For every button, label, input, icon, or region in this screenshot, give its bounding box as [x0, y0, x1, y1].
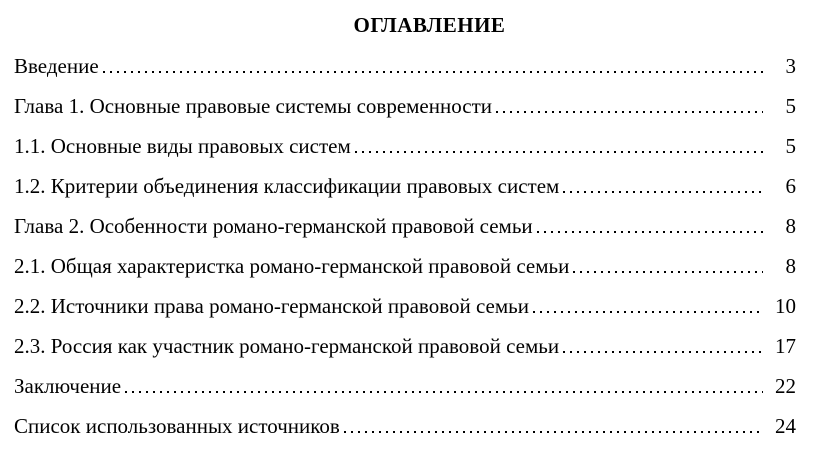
toc-entry[interactable]: [14, 286, 796, 326]
toc-entry-label: Глава 2. Особенности романо-германской правовой семьи: [14, 214, 533, 238]
toc-entry-page-number: 10: [775, 294, 796, 318]
toc-entry-page-number: 17: [775, 334, 796, 358]
toc-entry-page-number: 24: [775, 414, 796, 438]
toc-entry[interactable]: [14, 166, 796, 206]
toc-dot-leader: [537, 231, 763, 233]
toc-entry[interactable]: [14, 206, 796, 246]
toc-entry-label: Введение: [14, 54, 99, 78]
toc-entry[interactable]: [14, 86, 796, 126]
toc-entry[interactable]: [14, 126, 796, 166]
toc-dot-leader: [533, 311, 763, 313]
toc-list: [0, 46, 819, 446]
toc-entry-label: Глава 1. Основные правовые системы современности: [14, 94, 492, 118]
toc-entry-label: Заключение: [14, 374, 122, 398]
toc-entry[interactable]: [14, 366, 796, 406]
toc-dot-leader: [103, 71, 763, 73]
toc-dot-leader: [344, 431, 763, 433]
toc-entry-page-number: 6: [785, 174, 796, 198]
toc-entry-page-number: 8: [785, 254, 796, 278]
toc-entry[interactable]: [14, 326, 796, 366]
toc-entry-page-number: 8: [785, 214, 796, 238]
toc-entry[interactable]: [14, 406, 796, 446]
toc-entry-label: 1.2. Критерии объединения классификации правовых систем: [14, 174, 560, 198]
toc-dot-leader: [563, 351, 763, 353]
toc-dot-leader: [355, 151, 763, 153]
toc-entry-page-number: 5: [785, 94, 796, 118]
toc-dot-leader: [563, 191, 763, 193]
toc-entry-page-number: 3: [785, 54, 796, 78]
toc-entry-page-number: 5: [785, 134, 796, 158]
toc-dot-leader: [496, 111, 763, 113]
toc-dot-leader: [573, 271, 763, 273]
toc-entry-page-number: 22: [775, 374, 796, 398]
toc-dot-leader: [125, 391, 763, 393]
toc-entry[interactable]: [14, 246, 796, 286]
toc-entry-label: 1.1. Основные виды правовых систем: [14, 134, 351, 158]
toc-entry-label: 2.3. Россия как участник романо-германской правовой семьи: [14, 334, 560, 358]
toc-entry-label: 2.1. Общая характеристка романо-германской правовой семьи: [14, 254, 570, 278]
toc-entry-label: 2.2. Источники права романо-германской правовой семьи: [14, 294, 529, 318]
page-title: ОГЛАВЛЕНИЕ: [353, 13, 506, 37]
toc-entry-label: Список использованных источников: [14, 414, 340, 438]
toc-entry[interactable]: [14, 46, 796, 86]
